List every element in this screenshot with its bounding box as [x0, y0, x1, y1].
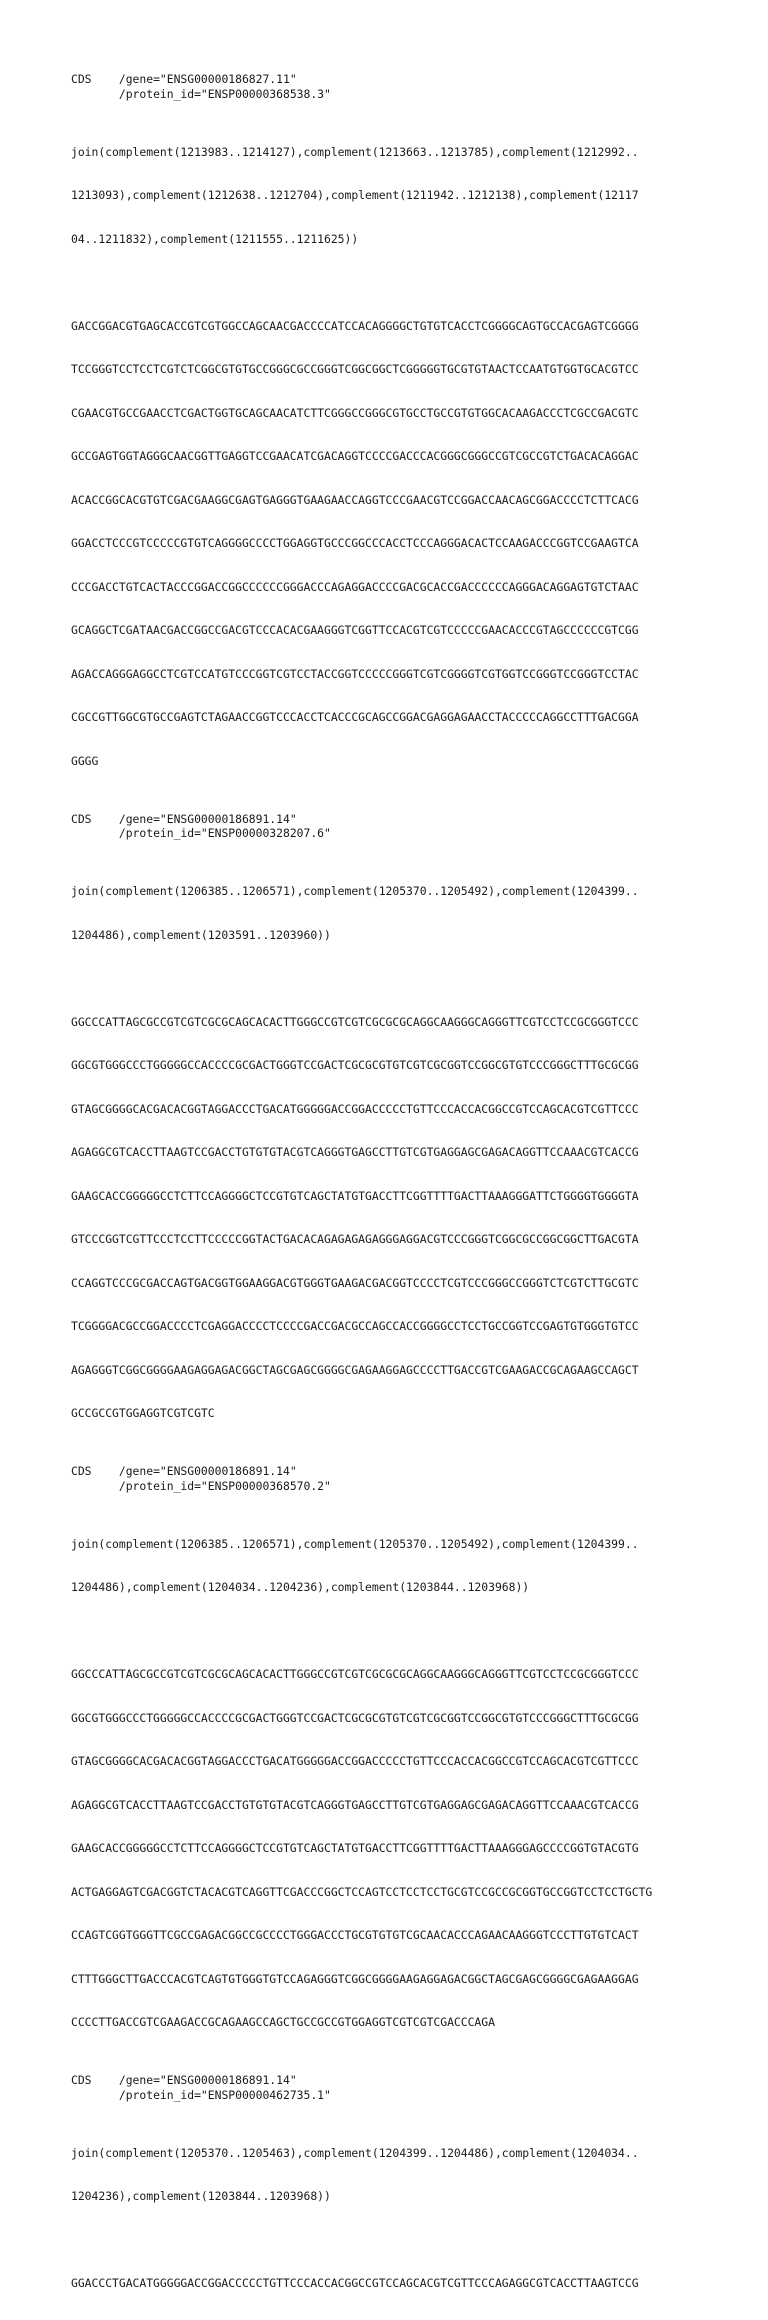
sequence-line: ACTGAGGAGTCGACGGTCTACACGTCAGGTTCGACCCGGCTCCAGTCCTCCTCCTGCGTCCGCCGCGGTGCCGGTCCTCCTGCTG: [71, 1884, 653, 1899]
sequence-line: GCAGGCTCGATAACGACCGGCCGACGTCCCACACGAAGGGTCGGTTCCACGTCGTCCCCCGAACACCCGTAGCCCCCCGTCGG: [71, 623, 639, 637]
join-line: join(complement(1206385..1206571),complement(1205370..1205492),complement(1204399..: [71, 884, 639, 898]
sequence-line: GACCGGACGTGAGCACCGTCGTGGCCAGCAACGACCCCATCCACAGGGGCTGTGTCACCTCGGGGCAGTGCCACGAGTCGGGG: [71, 318, 639, 333]
sequence-line: GCCGAGTGGTAGGGCAACGGTTGAGGTCCGAACATCGACAGGTCCCCGACCCACGGGCGGGCCGTCGCCGTCTGACACAGGAC: [71, 449, 639, 463]
sequence-line: GTAGCGGGGCACGACACGGTAGGACCCTGACATGGGGGACCGGACCCCCTGTTCCCACCACGGCCGTCCAGCACGTCGTTCCC: [71, 1754, 639, 1768]
sequence-block: [71, 986, 711, 1450]
cds-label: CDS: [71, 2073, 92, 2087]
cds-record-2: [71, 812, 711, 1450]
join-line: 1204486),complement(1203591..1203960)): [71, 927, 331, 942]
cds-record-1: [71, 72, 711, 797]
sequence-line: GGACCCTGACATGGGGGACCGGACCCCCTGTTCCCACCACGGCCGTCCAGCACGTCGTTCCCAGAGGCGTCACCTTAAGTCCG: [71, 2276, 639, 2290]
join-location: [71, 2117, 711, 2233]
cds-header: [71, 1464, 711, 1493]
sequence-line: TCGGGGACGCCGGACCCCTCGAGGACCCCTCCCCGACCGACGCCAGCCACCGGGGCCTCCTGCCGGTCCGAGTGTGGGTGTCC: [71, 1319, 639, 1333]
sequence-line: GAAGCACCGGGGGCCTCTTCCAGGGGCTCCGTGTCAGCTATGTGACCTTCGGTTTTGACTTAAAGGGATTCTGGGGTGGGGTA: [71, 1188, 639, 1203]
join-line: join(complement(1213983..1214127),complement(1213663..1213785),complement(1212992..: [71, 144, 639, 159]
join-location: [71, 855, 711, 971]
join-line: 1204236),complement(1203844..1203968)): [71, 2189, 331, 2203]
gene-qualifier: /gene="ENSG00000186891.14": [118, 811, 297, 826]
sequence-line: GCCGCCGTGGAGGTCGTCGTC: [71, 1406, 215, 1420]
sequence-line: CCCGACCTGTCACTACCCGGACCGGCCCCCCGGGACCCAGAGGACCCCGACGCACCGACCCCCCAGGGACAGGAGTGTCTAAC: [71, 579, 639, 594]
protein-id-qualifier: /protein_id="ENSP00000328207.6": [118, 826, 331, 840]
sequence-block: [71, 290, 711, 798]
sequence-line: AGAGGGTCGGCGGGGAAGAGGAGACGGCTAGCGAGCGGGGCGAGAAGGAGCCCCTTGACCGTCGAAGACCGCAGAAGCCAGCT: [71, 1362, 639, 1377]
sequence-line: GGGG: [71, 753, 99, 768]
cds-header: [71, 72, 711, 101]
protein-id-qualifier: /protein_id="ENSP00000368538.3": [118, 86, 331, 101]
sequence-line: CGAACGTGCCGAACCTCGACTGGTGCAGCAACATCTTCGGGCCGGGCGTGCCTGCCGTGTGGCACAAGACCCTCGCCGACGTC: [71, 405, 639, 420]
join-line: 1204486),complement(1204034..1204236),complement(1203844..1203968)): [71, 1580, 530, 1594]
sequence-line: GGCCCATTAGCGCCGTCGTCGCGCAGCACACTTGGGCCGTCGTCGCGCGCAGGCAAGGGCAGGGTTCGTCCTCCGCGGGTCCC: [71, 1014, 639, 1029]
sequence-line: GGCGTGGGCCCTGGGGGCCACCCCGCGACTGGGTCCGACTCGCGCGTGTCGTCGCGGTCCGGCGTGTCCCGGGCTTTGCGCGG: [71, 1058, 639, 1072]
sequence-line: GGCGTGGGCCCTGGGGGCCACCCCGCGACTGGGTCCGACTCGCGCGTGTCGTCGCGGTCCGGCGTGTCCCGGGCTTTGCGCGG: [71, 1710, 639, 1725]
sequence-block: [71, 2247, 711, 2320]
sequence-line: CCAGGTCCCGCGACCAGTGACGGTGGAAGGACGTGGGTGAAGACGACGGTCCCCTCGTCCCGGGCCGGGTCTCGTCTTGCGTC: [71, 1275, 639, 1290]
gene-qualifier: /gene="ENSG00000186827.11": [118, 72, 297, 86]
sequence-line: GGACCTCCCGTCCCCCGTGTCAGGGGCCCCTGGAGGTGCCCGGCCCACCTCCCAGGGACACTCCAAGACCCGGTCCGAAGTCA: [71, 536, 639, 550]
join-location: [71, 1508, 711, 1624]
sequence-line: CCAGTCGGTGGGTTCGCCGAGACGGCCGCCCCTGGGACCCTGCGTGTGTCGCAACACCCAGAACAAGGGTCCCTTGTGTCACT: [71, 1928, 639, 1942]
sequence-line: AGAGGCGTCACCTTAAGTCCGACCTGTGTGTACGTCAGGGTGAGCCTTGTCGTGAGGAGCGAGACAGGTTCCAAACGTCACCG: [71, 1797, 639, 1812]
sequence-line: AGAGGCGTCACCTTAAGTCCGACCTGTGTGTACGTCAGGGTGAGCCTTGTCGTGAGGAGCGAGACAGGTTCCAAACGTCACCG: [71, 1145, 639, 1159]
cds-label: CDS: [71, 811, 92, 826]
sequence-line: CCCCTTGACCGTCGAAGACCGCAGAAGCCAGCTGCCGCCGTGGAGGTCGTCGTCGACCCAGA: [71, 2015, 495, 2029]
sequence-line: GAAGCACCGGGGGCCTCTTCCAGGGGCTCCGTGTCAGCTATGTGACCTTCGGTTTTGACTTAAAGGGAGCCCCGGTGTACGTG: [71, 1841, 639, 1855]
cds-record-4: [71, 2073, 711, 2320]
join-line: 04..1211832),complement(1211555..1211625)): [71, 231, 359, 246]
sequence-line: TCCGGGTCCTCCTCGTCTCGGCGTGTGCCGGGCGCCGGGTCGGCGGCTCGGGGGTGCGTGTAACTCCAATGTGGTGCACGTCC: [71, 362, 639, 376]
protein-id-qualifier: /protein_id="ENSP00000462735.1": [118, 2087, 331, 2102]
sequence-line: GGCCCATTAGCGCCGTCGTCGCGCAGCACACTTGGGCCGTCGTCGCGCGCAGGCAAGGGCAGGGTTCGTCCTCCGCGGGTCCC: [71, 1667, 639, 1681]
cds-record-3: [71, 1464, 711, 2059]
join-location: [71, 116, 711, 276]
sequence-line: GTAGCGGGGCACGACACGGTAGGACCCTGACATGGGGGACCGGACCCCCTGTTCCCACCACGGCCGTCCAGCACGTCGTTCCC: [71, 1101, 639, 1116]
cds-header: [71, 2073, 711, 2102]
sequence-line: CGCCGTTGGCGTGCCGAGTCTAGAACCGGTCCCACCTCACCCGCAGCCGGACGAGGAGAACCTACCCCCAGGCCTTTGACGGA: [71, 710, 639, 724]
join-line: join(complement(1205370..1205463),complement(1204399..1204486),complement(1204034..: [71, 2145, 639, 2160]
join-line: 1213093),complement(1212638..1212704),complement(1211942..1212138),complement(12117: [71, 188, 639, 202]
protein-id-qualifier: /protein_id="ENSP00000368570.2": [118, 1478, 331, 1493]
sequence-line: CTTTGGGCTTGACCCACGTCAGTGTGGGTGTCCAGAGGGTCGGCGGGGAAGAGGAGACGGCTAGCGAGCGGGGCGAGAAGGAG: [71, 1971, 639, 1986]
sequence-line: GTCCCGGTCGTTCCCTCCTTCCCCCGGTACTGACACAGAGAGAGAGGGAGGACGTCCCGGGTCGGCGCCGGCGGCTTGACGTA: [71, 1232, 639, 1246]
gene-qualifier: /gene="ENSG00000186891.14": [118, 2073, 297, 2087]
join-line: join(complement(1206385..1206571),complement(1205370..1205492),complement(1204399..: [71, 1536, 639, 1551]
sequence-line: AGACCAGGGAGGCCTCGTCCATGTCCCGGTCGTCCTACCGGTCCCCCGGGTCGTCGGGGTCGTGGTCCGGGTCCGGGTCCTAC: [71, 666, 639, 681]
cds-label: CDS: [71, 72, 92, 86]
sequence-block: [71, 1638, 711, 2059]
cds-header: [71, 812, 711, 841]
cds-label: CDS: [71, 1464, 92, 1478]
document-page: [71, 72, 711, 2320]
sequence-line: ACACCGGCACGTGTCGACGAAGGCGAGTGAGGGTGAAGAACCAGGTCCCGAACGTCCGGACCAACAGCGGACCCCTCTTCACG: [71, 492, 639, 507]
gene-qualifier: /gene="ENSG00000186891.14": [118, 1464, 297, 1478]
